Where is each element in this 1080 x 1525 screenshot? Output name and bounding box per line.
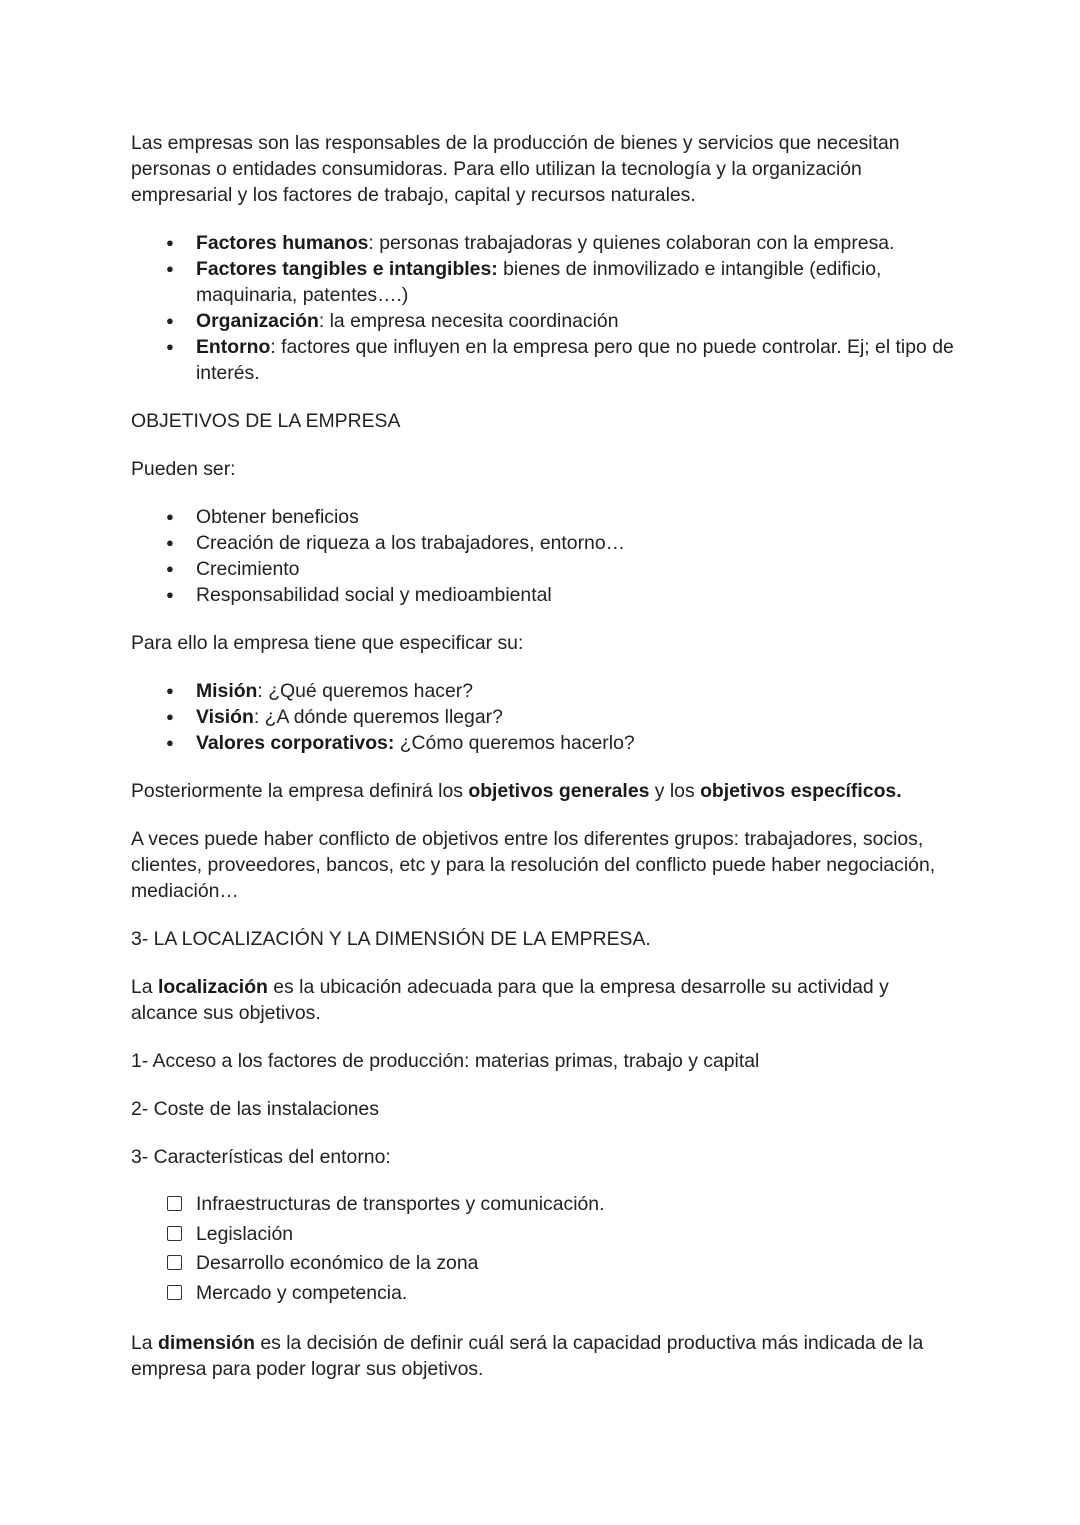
text-run: es la decisión de definir cuál será la capacidad productiva más indicada de la empresa para poder lograr sus objetivos.: [131, 1332, 924, 1380]
specify-item: [131, 704, 960, 730]
objective-item: ● Creación de riqueza a los trabajadores, entorno…: [131, 530, 960, 556]
specify-desc: ¿Qué queremos hacer?: [268, 680, 473, 702]
factor-term: Organización: [196, 310, 319, 332]
specify-term: Visión: [196, 706, 254, 728]
location-factor: 1- Acceso a los factores de producción: materias primas, trabajo y capital: [131, 1050, 760, 1072]
text-run: y los: [649, 780, 701, 802]
text-run: es la ubicación adecuada para que la empresa desarrolle su actividad y alcance sus objetivos.: [131, 976, 889, 1024]
factor-item: [131, 334, 960, 386]
specify-desc: ¿A dónde queremos llegar?: [264, 706, 503, 728]
factor-desc: personas trabajadoras y quienes colaboran con la empresa.: [379, 232, 895, 254]
objectives-heading: OBJETIVOS DE LA EMPRESA: [131, 410, 401, 432]
checklist-label: Mercado y competencia.: [196, 1281, 408, 1304]
factor-term: Entorno: [196, 336, 271, 358]
checklist-item: [131, 1190, 960, 1220]
factor-desc: bienes de inmovilizado e intangible (edificio, maquinaria, patentes….): [196, 258, 882, 306]
checkbox-icon[interactable]: [167, 1196, 182, 1211]
bold-term: objetivos específicos.: [700, 780, 902, 802]
factor-desc: la empresa necesita coordinación: [329, 310, 619, 332]
objective-item: ● Obtener beneficios: [131, 504, 960, 530]
factor-item: [131, 230, 960, 256]
checklist-item: [131, 1279, 960, 1309]
section3-heading: 3- LA LOCALIZACIÓN Y LA DIMENSIÓN DE LA EMPRESA.: [131, 928, 651, 950]
checkbox-icon[interactable]: [167, 1285, 182, 1300]
text-run: Posteriormente la empresa definirá los: [131, 780, 469, 802]
factor-item: [131, 256, 960, 308]
specify-item: [131, 678, 960, 704]
specify-intro: Para ello la empresa tiene que especificar su:: [131, 632, 524, 654]
objective-item: ● Responsabilidad social y medioambiental: [131, 582, 960, 608]
objectives-intro: Pueden ser:: [131, 458, 236, 480]
location-factor: 3- Características del entorno:: [131, 1146, 391, 1168]
objectives-list: [131, 504, 960, 608]
factor-desc: factores que influyen en la empresa pero que no puede controlar. Ej; el tipo de interés.: [196, 336, 954, 384]
specify-sep: :: [257, 680, 269, 702]
checkbox-icon[interactable]: [167, 1255, 182, 1270]
specify-list: [131, 678, 960, 756]
text-run: La: [131, 976, 158, 998]
bold-term: objetivos generales: [468, 780, 650, 802]
factor-item: [131, 308, 960, 334]
text-run: La: [131, 1332, 158, 1354]
bold-term: localización: [157, 976, 268, 998]
checklist-label: Legislación: [196, 1222, 294, 1245]
checklist-label: Desarrollo económico de la zona: [196, 1252, 479, 1274]
factor-sep: :: [270, 336, 282, 358]
intro-paragraph: Las empresas son las responsables de la producción de bienes y servicios que necesitan personas o entidades consumidoras. Para ello utilizan la tecnología y la organización empresarial y los factores de trabajo, capital y recursos naturales.: [131, 132, 900, 206]
localizacion-paragraph: [131, 974, 960, 1026]
conflict-paragraph: A veces puede haber conflicto de objetivos entre los diferentes grupos: trabajadores, socios, clientes, proveedores, bancos, etc y para la resolución del conflicto puede haber negociación, mediación…: [131, 828, 936, 902]
bold-term: dimensión: [157, 1332, 255, 1354]
checklist-label: Infraestructuras de transportes y comunicación.: [196, 1193, 605, 1215]
dimension-paragraph: [131, 1330, 960, 1382]
specify-term: Misión: [196, 680, 258, 702]
specify-desc: ¿Cómo queremos hacerlo?: [399, 732, 635, 754]
specify-term: Valores corporativos:: [196, 732, 395, 754]
checklist-item: [131, 1220, 960, 1250]
checklist-item: [131, 1249, 960, 1279]
checkbox-icon[interactable]: [167, 1226, 182, 1241]
factor-sep: :: [318, 310, 330, 332]
specify-item: [131, 730, 960, 756]
environment-checklist: [131, 1190, 960, 1308]
factor-term: Factores tangibles e intangibles:: [196, 258, 498, 280]
location-factor: 2- Coste de las instalaciones: [131, 1098, 379, 1120]
specify-sep: :: [253, 706, 265, 728]
factor-term: Factores humanos: [196, 232, 369, 254]
factors-list: [131, 230, 960, 386]
later-objectives-paragraph: [131, 778, 960, 804]
objective-item: ● Crecimiento: [131, 556, 960, 582]
factor-sep: :: [368, 232, 380, 254]
